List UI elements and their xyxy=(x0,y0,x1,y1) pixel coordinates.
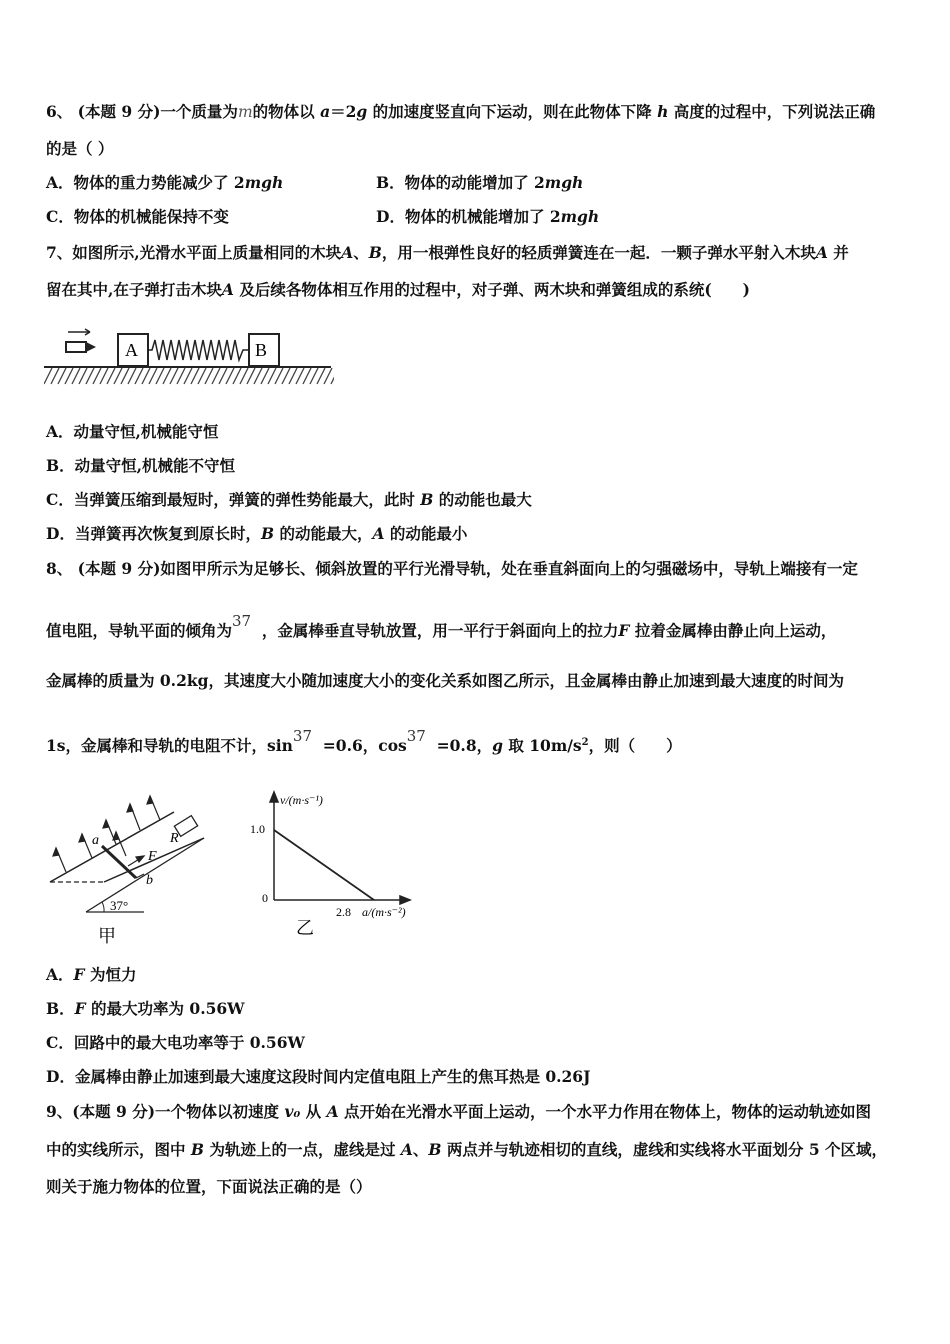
hatch-mark xyxy=(93,368,101,384)
hatch-mark xyxy=(100,368,108,384)
y-tick-label: 1.0 xyxy=(250,822,265,836)
hatch-mark xyxy=(51,368,59,384)
q7-option-d[interactable]: D．当弹簧再次恢复到原长时，B 的动能最大，A 的动能最小 xyxy=(46,524,468,543)
q8-option-d[interactable]: D．金属棒由静止加速到最大速度这段时间内定值电阻上产生的焦耳热是 0.26J xyxy=(46,1067,591,1086)
q9-stem-line3: 则关于施力物体的位置，下面说法正确的是（） xyxy=(46,1177,372,1196)
spring xyxy=(148,340,249,360)
y-axis-label: v/(m·s⁻¹) xyxy=(280,793,323,807)
hatch-mark xyxy=(184,368,192,384)
hatch-mark xyxy=(128,368,136,384)
hatch-mark xyxy=(65,368,73,384)
hatch-mark xyxy=(324,368,332,384)
origin-label: 0 xyxy=(262,891,268,905)
hatch-mark xyxy=(219,368,227,384)
q6-option-d[interactable]: D．物体的机械能增加了 2mgh xyxy=(376,207,600,226)
q8-stem-line2: 值电阻，导轨平面的倾角为37 ，金属棒垂直导轨放置，用一平行于斜面向上的拉力F 拉着金属棒由静止向上运动， xyxy=(46,612,837,640)
q6-option-c[interactable]: C．物体的机械能保持不变 xyxy=(46,207,229,226)
hatch-mark xyxy=(296,368,304,384)
block-a-label: A xyxy=(125,340,138,360)
hatch-mark xyxy=(107,368,115,384)
q8-stem-line4: 1s，金属棒和导轨的电阻不计，sin37 =0.6，cos37 =0.8，g 取 $10m/s^2$，则（ ） xyxy=(46,727,682,756)
hatch-mark xyxy=(156,368,164,384)
hatch-mark xyxy=(240,368,248,384)
hatch-mark xyxy=(268,368,276,384)
svg-text:R: R xyxy=(170,831,179,846)
q8-stem-line3: 金属棒的质量为 0.2kg，其速度大小随加速度大小的变化关系如图乙所示，且金属棒由静止加速到最大速度的时间为 xyxy=(46,671,844,690)
hatch-mark xyxy=(177,368,185,384)
hatch-mark xyxy=(310,368,318,384)
x-tick-label: 2.8 xyxy=(336,905,351,919)
hatch-mark xyxy=(205,368,213,384)
hatch-mark xyxy=(303,368,311,384)
svg-text:a: a xyxy=(92,833,99,848)
q6-option-b[interactable]: B．物体的动能增加了 2mgh xyxy=(376,173,584,192)
q8-option-a[interactable]: A．F 为恒力 xyxy=(46,965,137,984)
q6-stem-line2: 的是（ ） xyxy=(46,139,114,158)
hatch-mark xyxy=(79,368,87,384)
svg-text:b: b xyxy=(146,873,153,888)
q7-stem-line2: 留在其中,在子弹打击木块A 及后续各物体相互作用的过程中，对子弹、两木块和弹簧组成的系统( ) xyxy=(46,280,751,299)
hatch-mark xyxy=(191,368,199,384)
hatch-mark xyxy=(282,368,290,384)
q6-option-a[interactable]: A．物体的重力势能减少了 2mgh xyxy=(46,173,284,192)
hatch-mark xyxy=(142,368,150,384)
hatch-mark xyxy=(163,368,171,384)
svg-text:37°: 37° xyxy=(110,898,129,913)
q8-option-c[interactable]: C．回路中的最大电功率等于 0.56W xyxy=(46,1033,305,1052)
hatch-mark xyxy=(114,368,122,384)
x-axis-label: a/(m·s⁻²) xyxy=(362,905,406,919)
hatch-mark xyxy=(72,368,80,384)
figure-jia-caption: 甲 xyxy=(98,926,116,946)
hatch-mark xyxy=(212,368,220,384)
q7-option-c[interactable]: C．当弹簧压缩到最短时，弹簧的弹性势能最大，此时 B 的动能也最大 xyxy=(46,490,532,509)
v-a-line xyxy=(274,830,374,900)
q8-option-b[interactable]: B．F 的最大功率为 0.56W xyxy=(46,999,245,1018)
hatch-mark xyxy=(170,368,178,384)
hatch-mark xyxy=(233,368,241,384)
hatch-mark xyxy=(226,368,234,384)
hatch-mark xyxy=(149,368,157,384)
q7-option-b[interactable]: B．动量守恒,机械能不守恒 xyxy=(46,456,235,475)
q7-figure-blocks-spring xyxy=(44,324,334,390)
q9-stem-line2: 中的实线所示，图中 B 为轨迹上的一点，虚线是过 A、B 两点并与轨迹相切的直线，虚线和实线将水平面划分 5 个区域， xyxy=(46,1140,888,1159)
hatch-mark xyxy=(289,368,297,384)
q6-stem-line1: 6、 (本题 9 分)一个质量为m的物体以 a＝2g 的加速度竖直向下运动，则在此物体下降 h 高度的过程中，下列说法正确 xyxy=(46,102,876,121)
hatch-mark xyxy=(58,368,66,384)
ground-hatching xyxy=(44,368,334,384)
q7-stem-line1: 7、如图所示,光滑水平面上质量相同的木块A、B，用一根弹性良好的轻质弹簧连在一起．一颗子弹水平射入木块A 并 xyxy=(46,243,849,262)
hatch-mark xyxy=(198,368,206,384)
hatch-mark xyxy=(247,368,255,384)
q8-figure-jia-rails xyxy=(44,790,224,950)
graph-axes xyxy=(270,792,410,904)
hatch-mark xyxy=(275,368,283,384)
figure-yi-caption: 乙 xyxy=(296,918,314,938)
block-b-label: B xyxy=(255,340,268,360)
hatch-mark xyxy=(44,368,52,384)
hatch-mark xyxy=(317,368,325,384)
q8-stem-line1: 8、 (本题 9 分)如图甲所示为足够长、倾斜放置的平行光滑导轨，处在垂直斜面向上的匀强磁场中，导轨上端接有一定 xyxy=(46,559,858,578)
svg-text:F: F xyxy=(148,849,157,864)
hatch-mark xyxy=(121,368,129,384)
bullet-icon xyxy=(66,329,96,352)
hatch-mark xyxy=(261,368,269,384)
q9-stem-line1: 9、(本题 9 分)一个物体以初速度 v₀ 从 A 点开始在光滑水平面上运动，一个水平力作用在物体上，物体的运动轨迹如图 xyxy=(46,1102,872,1121)
hatch-mark xyxy=(135,368,143,384)
q8-figure-yi-graph xyxy=(244,788,434,940)
q7-option-a[interactable]: A．动量守恒,机械能守恒 xyxy=(46,422,219,441)
hatch-mark xyxy=(86,368,94,384)
hatch-mark xyxy=(254,368,262,384)
